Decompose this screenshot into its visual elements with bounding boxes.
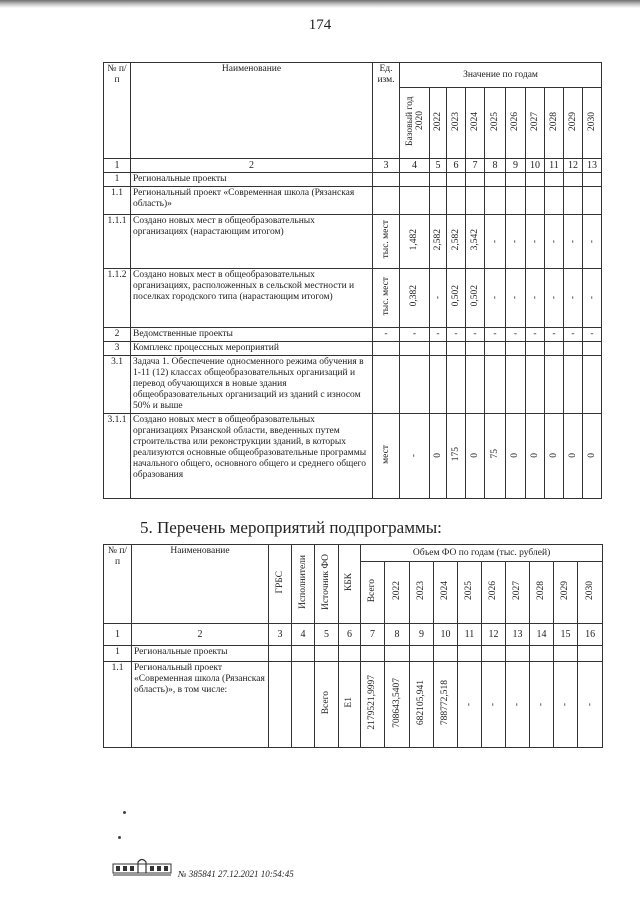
row-value	[466, 356, 485, 414]
row-value: 2,582	[447, 215, 466, 269]
row-value	[545, 187, 564, 215]
header-year: 2023	[410, 562, 434, 624]
header-year: 2028	[530, 562, 554, 624]
row-value: 708643,5407	[385, 662, 410, 748]
col-number: 8	[385, 624, 410, 646]
row-value	[434, 646, 458, 662]
row-value: 175	[447, 414, 466, 499]
row-name: Ведомственные проекты	[131, 328, 373, 342]
row-value: -	[545, 269, 564, 328]
stamp-emblem	[112, 856, 172, 876]
row-name: Региональный проект «Современная школа (Рязанская область)», в том числе:	[132, 662, 269, 748]
row-value	[506, 342, 526, 356]
column-numbers-row	[104, 624, 603, 646]
row-value: -	[506, 328, 526, 342]
row-value	[400, 356, 430, 414]
row-value	[564, 187, 583, 215]
row-value: 0	[466, 414, 485, 499]
row-num: 2	[104, 328, 131, 342]
row-value: -	[485, 269, 506, 328]
row-value: 0	[526, 414, 545, 499]
header-year: 2030	[578, 562, 603, 624]
col-number: 12	[482, 624, 506, 646]
row-value	[485, 356, 506, 414]
col-number: 7	[466, 159, 485, 173]
row-value: 3,542	[466, 215, 485, 269]
document-code: № 385841 27.12.2021 10:54:45	[178, 869, 294, 879]
row-kbk: Е1	[339, 662, 361, 748]
col-number: 15	[554, 624, 578, 646]
row-source: Всего	[315, 662, 339, 748]
scan-dot	[123, 811, 126, 814]
row-value	[578, 646, 603, 662]
table-row	[104, 646, 603, 662]
row-value	[410, 646, 434, 662]
row-value	[583, 187, 602, 215]
row-value	[526, 342, 545, 356]
row-value	[526, 356, 545, 414]
table-row	[104, 215, 602, 269]
header-name: Наименование	[132, 545, 269, 624]
col-number: 3	[269, 624, 292, 646]
row-value: -	[526, 215, 545, 269]
header-source: Источник ФО	[315, 545, 339, 624]
row-value: -	[578, 662, 603, 748]
row-value	[485, 187, 506, 215]
header-year: 2025	[485, 88, 506, 159]
col-number: 11	[545, 159, 564, 173]
row-value: -	[430, 269, 447, 328]
row-source	[315, 646, 339, 662]
row-value: 2179521,9997	[361, 662, 385, 748]
col-number: 8	[485, 159, 506, 173]
row-value: 0	[583, 414, 602, 499]
row-value	[545, 342, 564, 356]
row-value: -	[485, 328, 506, 342]
col-number: 13	[583, 159, 602, 173]
row-value: -	[506, 215, 526, 269]
row-value: -	[564, 328, 583, 342]
table-row	[104, 328, 602, 342]
header-unit: Ед. изм.	[373, 63, 400, 159]
row-executor	[292, 646, 315, 662]
row-value	[466, 342, 485, 356]
col-number: 1	[104, 159, 131, 173]
row-value: -	[526, 328, 545, 342]
row-value: 0	[430, 414, 447, 499]
row-value: -	[506, 662, 530, 748]
row-value	[545, 173, 564, 187]
col-number: 2	[131, 159, 373, 173]
header-grbs: ГРБС	[269, 545, 292, 624]
header-num: № п/ п	[104, 63, 131, 159]
row-value	[526, 187, 545, 215]
scan-dot	[118, 836, 121, 839]
row-value: -	[530, 662, 554, 748]
col-number: 9	[506, 159, 526, 173]
row-value	[447, 187, 466, 215]
table-row	[104, 662, 603, 748]
row-value: 0	[545, 414, 564, 499]
header-executor: Исполнители	[292, 545, 315, 624]
scan-edge	[0, 0, 640, 8]
row-value: -	[466, 328, 485, 342]
row-unit	[373, 173, 400, 187]
header-year: 2026	[506, 88, 526, 159]
row-value	[361, 646, 385, 662]
col-number: 4	[292, 624, 315, 646]
row-unit	[373, 342, 400, 356]
row-value	[385, 646, 410, 662]
row-num: 1.1.2	[104, 269, 131, 328]
row-name: Создано новых мест в общеобразовательных организациях Рязанской области, введенных путем строительства или реконструкции зданий, в которых реализуются основные общеобразовательные программы начального общего, основного общего и среднего общего образования	[131, 414, 373, 499]
row-value	[545, 356, 564, 414]
col-number: 7	[361, 624, 385, 646]
col-number: 2	[132, 624, 269, 646]
col-number: 9	[410, 624, 434, 646]
row-value	[526, 173, 545, 187]
header-year: 2024	[434, 562, 458, 624]
row-value	[485, 342, 506, 356]
row-value	[583, 356, 602, 414]
row-num: 1.1.1	[104, 215, 131, 269]
row-kbk	[339, 646, 361, 662]
row-unit: мест	[373, 414, 400, 499]
col-number: 11	[458, 624, 482, 646]
table-row	[104, 187, 602, 215]
row-value: -	[506, 269, 526, 328]
page-number: 174	[308, 17, 332, 33]
row-value	[400, 187, 430, 215]
col-number: 4	[400, 159, 430, 173]
row-value	[506, 356, 526, 414]
table-row	[104, 342, 602, 356]
row-num: 3.1.1	[104, 414, 131, 499]
row-value: 0,382	[400, 269, 430, 328]
table-row	[104, 414, 602, 499]
header-name: Наименование	[131, 63, 373, 159]
row-value: -	[430, 328, 447, 342]
row-value: -	[583, 269, 602, 328]
row-value: 682105,941	[410, 662, 434, 748]
header-kbk: КБК	[339, 545, 361, 624]
row-num: 1.1	[104, 187, 131, 215]
header-year: 2025	[458, 562, 482, 624]
col-number: 5	[430, 159, 447, 173]
row-value	[564, 342, 583, 356]
row-value	[400, 173, 430, 187]
row-value	[466, 173, 485, 187]
row-value: -	[400, 414, 430, 499]
row-value	[506, 646, 530, 662]
header-num: № п/п	[104, 545, 132, 624]
header-year: 2029	[564, 88, 583, 159]
row-grbs	[269, 646, 292, 662]
col-number: 1	[104, 624, 132, 646]
row-grbs	[269, 662, 292, 748]
indicators-table	[103, 62, 602, 499]
row-value	[430, 356, 447, 414]
row-value: -	[583, 328, 602, 342]
row-value: -	[545, 328, 564, 342]
row-num: 1	[104, 173, 131, 187]
col-number: 10	[434, 624, 458, 646]
row-name: Комплекс процессных мероприятий	[131, 342, 373, 356]
row-value: -	[482, 662, 506, 748]
col-number: 12	[564, 159, 583, 173]
header-year: Всего	[361, 562, 385, 624]
table-row	[104, 269, 602, 328]
row-value	[482, 646, 506, 662]
row-value	[564, 356, 583, 414]
row-num: 1.1	[104, 662, 132, 748]
header-values-by-year: Значение по годам	[400, 63, 602, 88]
header-year: 2027	[526, 88, 545, 159]
row-value	[583, 342, 602, 356]
col-number: 3	[373, 159, 400, 173]
row-value: 0,502	[466, 269, 485, 328]
row-num: 1	[104, 646, 132, 662]
row-value: 1,482	[400, 215, 430, 269]
row-value	[506, 187, 526, 215]
row-executor	[292, 662, 315, 748]
col-number: 14	[530, 624, 554, 646]
row-name: Региональный проект «Современная школа (Рязанская область)»	[131, 187, 373, 215]
row-value	[485, 173, 506, 187]
row-value	[466, 187, 485, 215]
row-num: 3.1	[104, 356, 131, 414]
row-name: Региональные проекты	[131, 173, 373, 187]
row-value: -	[400, 328, 430, 342]
header-year: 2022	[430, 88, 447, 159]
row-value	[430, 342, 447, 356]
row-value: -	[458, 662, 482, 748]
header-year: 2028	[545, 88, 564, 159]
row-value: 0	[506, 414, 526, 499]
row-unit	[373, 356, 400, 414]
row-value	[458, 646, 482, 662]
row-value: -	[485, 215, 506, 269]
row-value: 788772,518	[434, 662, 458, 748]
col-number: 13	[506, 624, 530, 646]
row-value: -	[564, 215, 583, 269]
header-year: 2027	[506, 562, 530, 624]
row-value	[447, 173, 466, 187]
header-year: Базовый год 2020	[400, 88, 430, 159]
table-row	[104, 356, 602, 414]
table-row	[104, 173, 602, 187]
row-name: Создано новых мест в общеобразовательных организациях (нарастающим итогом)	[131, 215, 373, 269]
row-value: -	[583, 215, 602, 269]
col-number: 6	[447, 159, 466, 173]
row-value: 0	[564, 414, 583, 499]
row-value	[447, 342, 466, 356]
row-value	[564, 173, 583, 187]
col-number: 16	[578, 624, 603, 646]
col-number: 6	[339, 624, 361, 646]
row-unit	[373, 187, 400, 215]
row-value: 2,582	[430, 215, 447, 269]
col-number: 5	[315, 624, 339, 646]
header-year: 2022	[385, 562, 410, 624]
row-name: Региональные проекты	[132, 646, 269, 662]
row-value	[430, 187, 447, 215]
row-value	[447, 356, 466, 414]
header-year: 2024	[466, 88, 485, 159]
row-value	[430, 173, 447, 187]
col-number: 10	[526, 159, 545, 173]
header-year: 2026	[482, 562, 506, 624]
row-unit: -	[373, 328, 400, 342]
row-value: 0,502	[447, 269, 466, 328]
header-year: 2029	[554, 562, 578, 624]
row-unit: тыс. мест	[373, 269, 400, 328]
row-value	[506, 173, 526, 187]
row-value	[400, 342, 430, 356]
row-value: -	[526, 269, 545, 328]
row-name: Задача 1. Обеспечение односменного режима обучения в 1-11 (12) классах общеобразовательных организаций и перевод обучающихся в новые здания общеобразовательных организаций из зданий с износом 50% и выше	[131, 356, 373, 414]
column-numbers-row	[104, 159, 602, 173]
row-value: -	[564, 269, 583, 328]
row-name: Создано новых мест в общеобразовательных организациях, расположенных в сельской местности и поселках городского типа (нарастающим итогом)	[131, 269, 373, 328]
row-value: 75	[485, 414, 506, 499]
row-value: -	[545, 215, 564, 269]
row-value: -	[447, 328, 466, 342]
section-title: 5. Перечень мероприятий подпрограммы:	[140, 518, 442, 537]
row-num: 3	[104, 342, 131, 356]
header-year: 2030	[583, 88, 602, 159]
activities-table	[103, 544, 603, 748]
row-value: -	[554, 662, 578, 748]
row-value	[583, 173, 602, 187]
header-year: 2023	[447, 88, 466, 159]
row-unit: тыс. мест	[373, 215, 400, 269]
row-value	[530, 646, 554, 662]
header-volume: Объем ФО по годам (тыс. рублей)	[361, 545, 603, 562]
row-value	[554, 646, 578, 662]
